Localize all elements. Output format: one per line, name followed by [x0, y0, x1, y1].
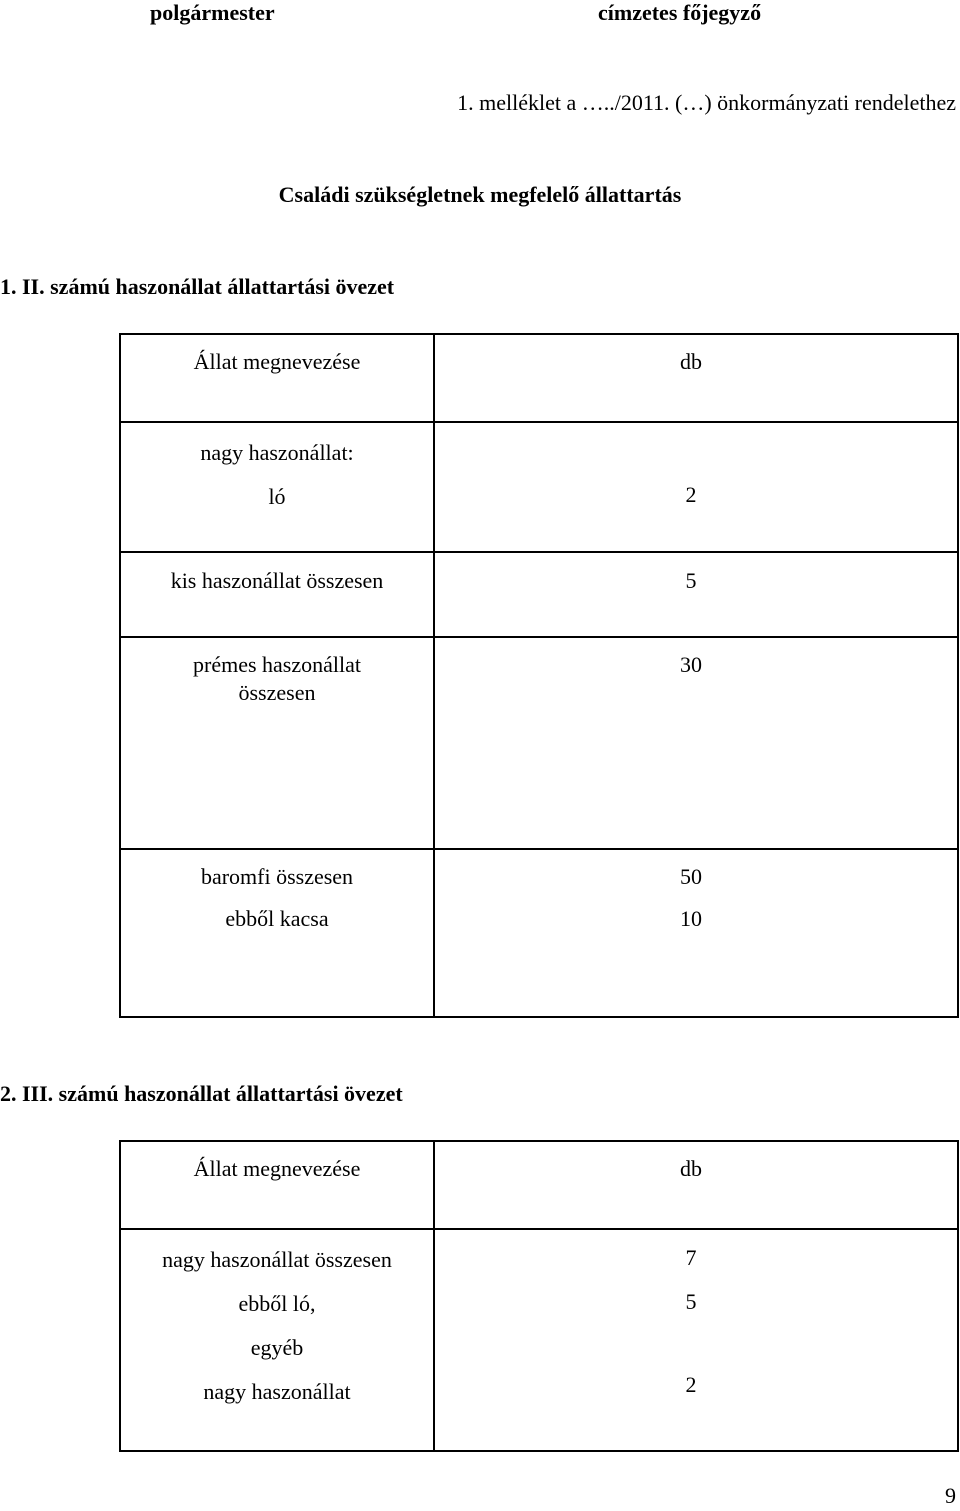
header-count-label: db — [680, 1156, 702, 1181]
row-name-cell — [120, 1229, 434, 1451]
table-row — [120, 637, 958, 849]
row-name-line: prémes haszonállat — [193, 652, 361, 677]
row-count-value: 2 — [685, 1372, 697, 1397]
zone2-heading: 2. III. számú haszonállat állattartási övezet — [0, 1081, 403, 1106]
row-count-value: 7 — [685, 1245, 697, 1270]
signature-chief-notary: címzetes főjegyző — [598, 0, 762, 25]
header-cell-name — [120, 1141, 434, 1229]
row-count-cell — [434, 1229, 958, 1451]
row-name-line: nagy haszonállat — [203, 1379, 351, 1404]
row-count-cell — [434, 552, 958, 637]
table-row — [120, 849, 958, 1017]
row-count-cell — [434, 637, 958, 849]
row-count-cell — [434, 849, 958, 1017]
header-cell-name — [120, 334, 434, 422]
table-row — [120, 422, 958, 552]
table-header-row — [120, 1141, 958, 1229]
zone1-heading: 1. II. számú haszonállat állattartási övezet — [0, 274, 395, 299]
row-name-line: ebből ló, — [238, 1291, 316, 1316]
header-name-label: Állat megnevezése — [193, 349, 361, 374]
row-count-cell — [434, 422, 958, 552]
row-count-value: 2 — [685, 482, 697, 507]
header-name-label: Állat megnevezése — [193, 1156, 361, 1181]
row-name-line: ebből kacsa — [225, 906, 329, 931]
row-name-cell — [120, 552, 434, 637]
row-count-value: 50 — [680, 864, 702, 889]
signature-mayor: polgármester — [150, 0, 275, 25]
header-cell-count — [434, 334, 958, 422]
row-count-value: 10 — [680, 906, 702, 931]
row-name-cell — [120, 637, 434, 849]
row-name-line: összesen — [238, 680, 316, 705]
row-name-line: egyéb — [250, 1335, 304, 1360]
row-name-line: ló — [268, 484, 286, 509]
row-name-cell — [120, 422, 434, 552]
row-count-value: 5 — [685, 568, 697, 593]
row-name-line: nagy haszonállat: — [200, 440, 354, 465]
annex-reference: 1. melléklet a …../2011. (…) önkormányzati rendelethez — [457, 90, 956, 115]
document-title: Családi szükségletnek megfelelő állattartás — [278, 182, 682, 207]
row-count-value: 5 — [685, 1289, 697, 1314]
zone1-table — [119, 333, 959, 1018]
page-number: 9 — [945, 1483, 956, 1508]
row-name-cell — [120, 849, 434, 1017]
row-name-line: baromfi összesen — [200, 864, 354, 889]
header-count-label: db — [680, 349, 702, 374]
row-name-line: nagy haszonállat összesen — [162, 1247, 392, 1272]
row-name-line: kis haszonállat összesen — [170, 568, 384, 593]
zone2-table — [119, 1140, 959, 1452]
row-count-value: 30 — [680, 652, 702, 677]
table-row — [120, 1229, 958, 1451]
table-row — [120, 552, 958, 637]
header-cell-count — [434, 1141, 958, 1229]
table-header-row — [120, 334, 958, 422]
